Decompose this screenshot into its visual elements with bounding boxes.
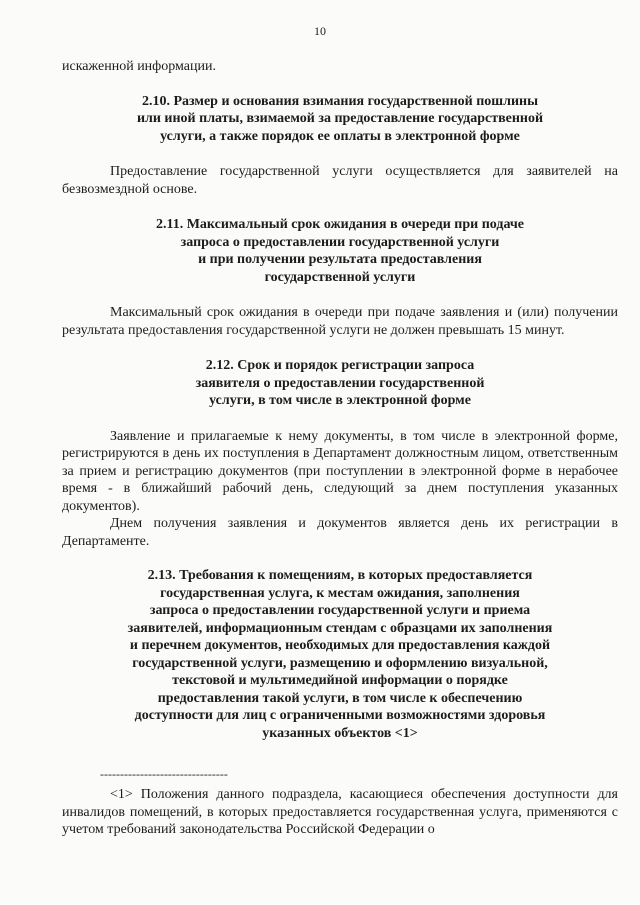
footnote-text: <1> Положения данного подраздела, касающиеся обеспечения доступности для инвалидов помещений, в которых предоставляется государственная услуга, применяются с учетом требований законодательства Российской Федерации о xyxy=(62,787,618,837)
continuation-text: искаженной информации. xyxy=(62,59,216,74)
heading-line: запроса о предоставлении государственной услуги и приема xyxy=(149,603,531,618)
section-2-12-paragraph: Заявление и прилагаемые к нему документы, в том числе в электронной форме, регистрируются в день их поступления в Департамент должностным лицом, ответственным за прием и регистрацию документов (при поступлении в электронной форме в нерабочее время - в ближайший рабочий день, следующий за днем поступления указанных документов). xyxy=(62,428,618,514)
heading-line: указанных объектов <1> xyxy=(262,725,418,741)
heading-line: и перечнем документов, необходимых для предоставления каждой xyxy=(129,638,551,653)
section-2-13-heading xyxy=(100,567,580,742)
heading-line: текстовой и мультимедийной информации о порядке xyxy=(172,673,508,688)
section-2-12-paragraph: Днем получения заявления и документов является день их регистрации в Департаменте. xyxy=(62,516,618,549)
heading-line: государственной услуги xyxy=(264,269,416,285)
heading-line: и при получении результата предоставления xyxy=(198,252,482,267)
section-2-11-paragraph: Максимальный срок ожидания в очереди при подаче заявления и (или) получении результата предоставления государственной услуги не должен превышать 15 минут. xyxy=(62,305,618,338)
section-2-10-heading xyxy=(105,93,575,146)
heading-line: 2.12. Срок и порядок регистрации запроса xyxy=(205,358,475,373)
section-2-10-paragraph: Предоставление государственной услуги осуществляется для заявителей на безвозмездной основе. xyxy=(62,164,618,197)
document-body xyxy=(62,58,618,839)
heading-line: доступности для лиц с ограниченными возможностями здоровья xyxy=(134,708,546,723)
heading-line: 2.10. Размер и основания взимания государственной пошлины xyxy=(141,93,539,109)
section-2-11-heading xyxy=(125,216,555,286)
footnote-separator: -------------------------------- xyxy=(100,767,228,781)
heading-line: заявителей, информационным стендам с образцами их заполнения xyxy=(127,620,553,636)
heading-line: 2.11. Максимальный срок ожидания в очереди при подаче xyxy=(155,217,525,232)
heading-line: предоставления такой услуги, в том числе к обеспечению xyxy=(157,690,523,706)
heading-line: государственная услуга, к местам ожидания, заполнения xyxy=(160,585,520,601)
heading-line: государственной услуги, размещению и оформлению визуальной, xyxy=(132,655,548,671)
heading-line: запроса о предоставлении государственной услуги xyxy=(180,234,500,250)
heading-line: 2.13. Требования к помещениям, в которых предоставляется xyxy=(147,568,533,583)
heading-line: услуги, а также порядок ее оплаты в электронной форме xyxy=(160,128,520,144)
page-number: 10 xyxy=(314,24,326,38)
heading-line: заявителя о предоставлении государственной xyxy=(195,375,485,391)
heading-line: или иной платы, взимаемой за предоставление государственной xyxy=(136,111,544,126)
section-2-12-heading xyxy=(140,357,540,410)
heading-line: услуги, в том числе в электронной форме xyxy=(209,393,471,408)
